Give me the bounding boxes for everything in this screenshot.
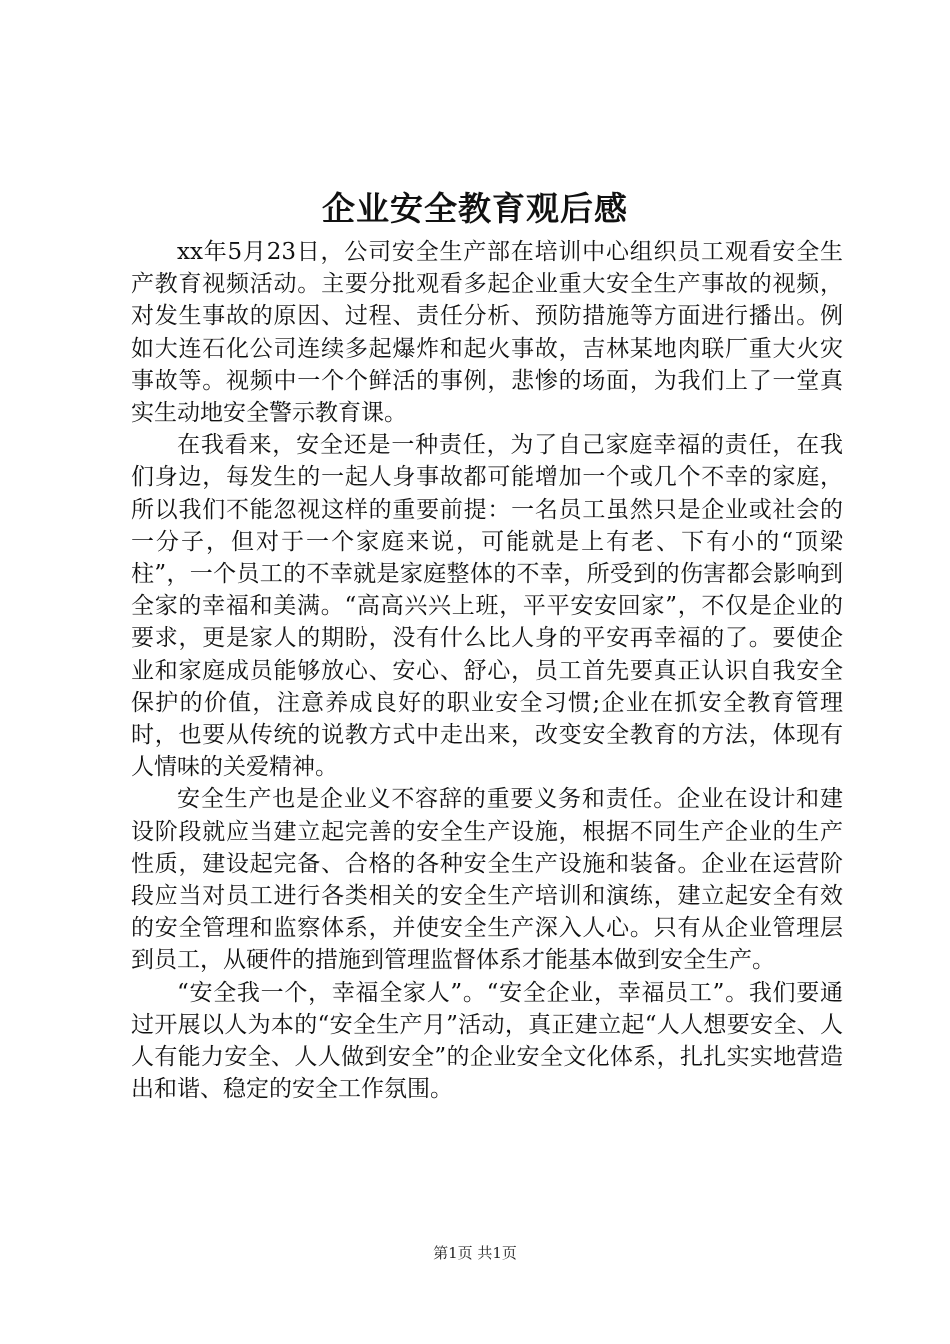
- document-title: 企业安全教育观后感: [322, 189, 628, 228]
- paragraph-2: 在我看来，安全还是一种责任，为了自己家庭幸福的责任，在我们身边，每发生的一起人身事故都可能增加一个或几个不幸的家庭，所以我们不能忽视这样的重要前提：一名员工虽然只是企业或社会的一分子，但对于一个家庭来说，可能就是上有老、下有小的“顶梁柱”，一个员工的不幸就是家庭整体的不幸，所受到的伤害都会影响到全家的幸福和美满。“高高兴兴上班，平平安安回家”，不仅是企业的要求，更是家人的期盼，没有什么比人身的平安再幸福的了。要使企业和家庭成员能够放心、安心、舒心，员工首先要真正认识自我安全保护的价值，注意养成良好的职业安全习惯;企业在抓安全教育管理时，也要从传统的说教方式中走出来，改变安全教育的方法，体现有人情味的关爱精神。: [131, 432, 843, 781]
- document-body: [131, 236, 843, 1105]
- paragraph-3: 安全生产也是企业义不容辞的重要义务和责任。企业在设计和建设阶段就应当建立起完善的安全生产设施，根据不同生产企业的生产性质，建设起完备、合格的各种安全生产设施和装备。企业在运营阶段应当对员工进行各类相关的安全生产培训和演练，建立起安全有效的安全管理和监察体系，并使安全生产深入人心。只有从企业管理层到员工，从硬件的措施到管理监督体系才能基本做到安全生产。: [131, 786, 843, 974]
- page-number-footer: 第1页 共1页: [433, 1244, 517, 1262]
- paragraph-4: “安全我一个，幸福全家人”。“安全企业，幸福员工”。我们要通过开展以人为本的“安全生产月”活动，真正建立起“人人想要安全、人人有能力安全、人人做到安全”的企业安全文化体系，扎扎实实地营造出和谐、稳定的安全工作氛围。: [131, 979, 843, 1103]
- paragraph-1: xx年5月23日，公司安全生产部在培训中心组织员工观看安全生产教育视频活动。主要分批观看多起企业重大安全生产事故的视频，对发生事故的原因、过程、责任分析、预防措施等方面进行播出。例如大连石化公司连续多起爆炸和起火事故，吉林某地肉联厂重大火灾事故等。视频中一个个鲜活的事例，悲惨的场面，为我们上了一堂真实生动地安全警示教育课。: [131, 239, 843, 427]
